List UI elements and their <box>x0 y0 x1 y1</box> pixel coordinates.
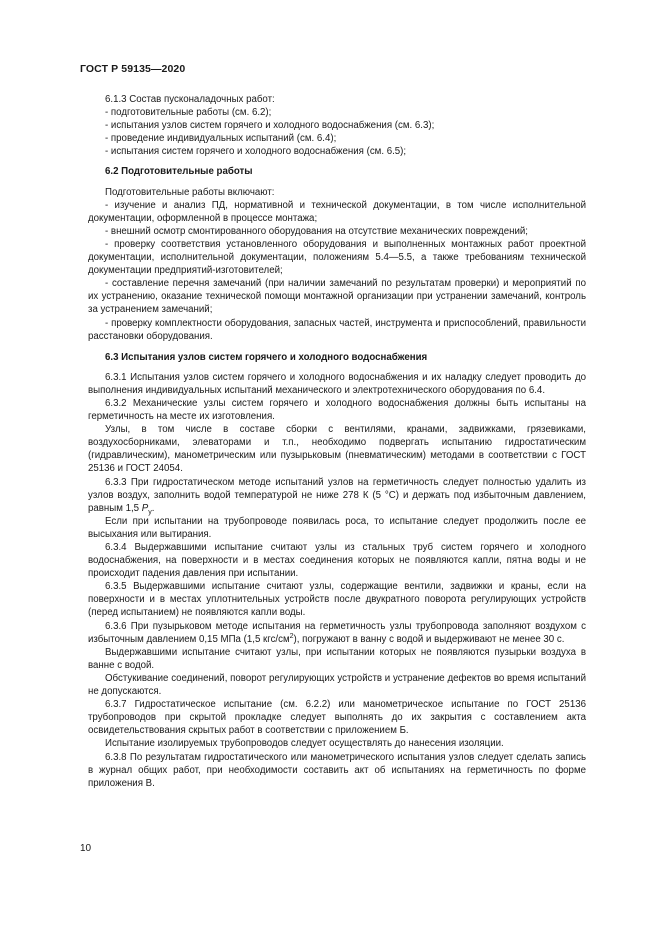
section-6-1-3-intro: 6.1.3 Состав пусконаладочных работ: <box>105 94 275 105</box>
paragraph-6-3-3-text: 6.3.3 При гидростатическом методе испытаний узлов на герметичность следует полностью удалить из узлов воздух, заполнить водой температурой не ниже 278 К (5 °C) и держать под избыточным давлением, равным 1,5 <box>88 476 586 514</box>
list-item: - подготовительные работы (см. 6.2); <box>105 107 272 119</box>
paragraph-6-3-6-text: 6.3.6 При пузырьковом методе испытания на герметичность узлы трубопровода заполняют воздухом с избыточным давлением 0,15 МПа (1,5 кгс/см <box>88 620 586 645</box>
paragraph-6-3-6 <box>88 620 586 646</box>
list-item: - испытания систем горячего и холодного водоснабжения (см. 6.5); <box>105 146 407 158</box>
list-item: - проверку комплектности оборудования, запасных частей, инструмента и приспособлений, правильности расстановки оборудования. <box>88 317 586 342</box>
list-item: - изучение и анализ ПД, нормативной и технической документации, в том числе исполнительной документации, оформленной в процессе монтажа; <box>88 199 586 224</box>
paragraph-dew: Если при испытании на трубопроводе появилась роса, то испытание следует продолжить после ее высыхания или вытирания. <box>88 515 586 540</box>
paragraph-6-3-3-end: . <box>151 502 155 514</box>
paragraph-6-3-4: 6.3.4 Выдержавшими испытание считают узлы из стальных труб систем горячего и холодного водоснабжения, на поверхности и в местах соединения которых не появляются капли, пятна воды и не происходит падения давления при испытании. <box>88 542 586 580</box>
list-item: - испытания узлов систем горячего и холодного водоснабжения (см. 6.3); <box>105 120 435 132</box>
pressure-subscript: у <box>148 508 152 516</box>
paragraph-6-3-8: 6.3.8 По результатам гидростатического или манометрического испытания узлов следует сделать запись в журнал общих работ, при необходимости составить акт об испытаниях на герметичность по форме приложения В. <box>88 751 586 789</box>
paragraph-bubbles: Выдержавшими испытание считают узлы, при испытании которых не появляются пузырьки воздуха в ванне с водой. <box>88 646 586 671</box>
paragraph-6-3-2: 6.3.2 Механические узлы систем горячего и холодного водоснабжения должны быть испытаны на герметичность на месте их изготовления. <box>88 397 586 423</box>
list-item: - внешний осмотр смонтированного оборудования на отсутствие механических повреждений; <box>105 225 528 237</box>
pressure-symbol: P <box>141 502 149 514</box>
section-6-2-intro: Подготовительные работы включают: <box>105 186 275 198</box>
paragraph-insulation: Испытание изолируемых трубопроводов следует осуществлять до нанесения изоляции. <box>105 738 504 750</box>
list-item: - проведение индивидуальных испытаний (см. 6.4); <box>105 133 337 145</box>
paragraph-tapping: Обстукивание соединений, поворот регулирующих устройств и устранение дефектов во время испытаний не допускаются. <box>88 672 586 698</box>
list-item: - проверку соответствия установленного оборудования и выполненных монтажных работ проектной документации, исполнительной документации, положениям 5.4—5.5, а также требованиям технической документации предприятий-изготовителей; <box>88 238 586 277</box>
section-6-2-heading: 6.2 Подготовительные работы <box>105 166 253 178</box>
document-header: ГОСТ Р 59135—2020 <box>80 63 186 75</box>
unit-superscript: 2 <box>289 632 294 640</box>
paragraph-6-3-6-end: ), погружают в ванну с водой и выдерживают не менее 30 с. <box>293 633 565 645</box>
list-item: - составление перечня замечаний (при наличии замечаний по результатам проверки) и мероприятий по их устранению, оказание технической помощи монтажной организации при устранении замечаний, контроль за устранением замечаний; <box>88 278 586 316</box>
page-number: 10 <box>80 843 92 854</box>
paragraph-6-3-5: 6.3.5 Выдержавшими испытание считают узлы, содержащие вентили, задвижки и краны, если на поверхности и в местах уплотнительных устройств после двукратного поворота регулирующих устройств (перед испытанием) не появляются капли воды. <box>88 581 586 619</box>
paragraph-6-3-3 <box>88 476 586 515</box>
paragraph-assemblies: Узлы, в том числе в составе сборки с вентилями, кранами, задвижками, грязевиками, воздухосборниками, элеваторами и т.п., необходимо подвергать испытанию гидростатическим (гидравлическим), манометрическим или пузырьковым (пневматическим) методами в соответствии с ГОСТ 25136 и ГОСТ 24054. <box>88 424 586 475</box>
paragraph-6-3-7: 6.3.7 Гидростатическое испытание (см. 6.2.2) или манометрическое испытание по ГОСТ 25136 трубопроводов при скрытой прокладке следует выполнять до их закрытия с составлением акта освидетельствования скрытых работ в соответствии с приложением Б. <box>88 699 586 737</box>
paragraph-6-3-1: 6.3.1 Испытания узлов систем горячего и холодного водоснабжения и их наладку следует проводить до выполнения индивидуальных испытаний механического и электротехнического оборудования по 6.4. <box>88 371 586 396</box>
document-body <box>88 93 586 790</box>
section-6-3-heading: 6.3 Испытания узлов систем горячего и холодного водоснабжения <box>105 351 428 363</box>
